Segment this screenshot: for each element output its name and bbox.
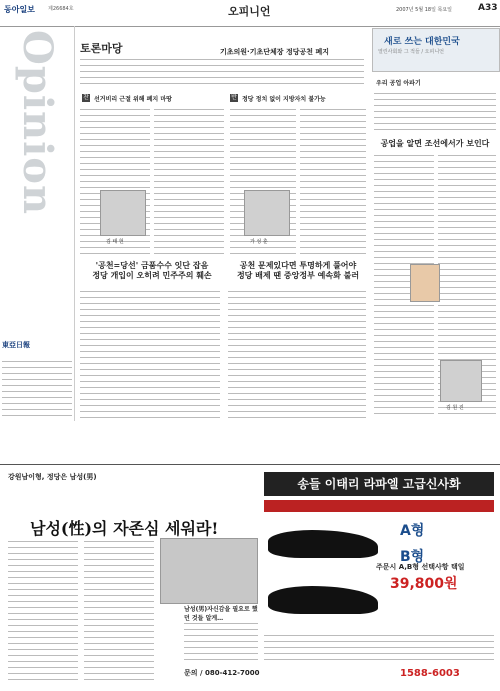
con-author-name: 가 성 훈 — [250, 239, 268, 245]
right-col-heading: 우리 공업 아파기 — [376, 80, 421, 87]
ad-price-label: 주문시 A,B형 선택사항 택일 — [376, 563, 465, 571]
publish-date: 2007년 5월 18일 목요일 — [396, 7, 453, 13]
ad-man-photo — [160, 538, 258, 604]
forum-title: 토론마당 — [80, 42, 123, 55]
issue-number: 제26684호 — [48, 6, 74, 12]
section-title: 오피니언 — [228, 5, 271, 18]
con-text-col2 — [300, 108, 366, 258]
opinion-wordmark: Opinion — [14, 30, 61, 216]
pro-author-photo — [100, 190, 146, 236]
book-cover-image — [410, 264, 440, 302]
ad-headline: 남성(性)의 자존심 세워라! — [30, 519, 219, 538]
con-headline: 공천 문제있다면 투명하게 풀어야 정당 배제 땐 중앙정부 예속화 불러 — [236, 260, 360, 280]
pro-label: 선거비리 근절 위해 폐지 마땅 — [94, 96, 172, 103]
masthead-name: 東亞日報 — [2, 341, 30, 349]
pro-headline: '공천=당선' 금품수수 잇단 잡음 정당 개입이 오히려 민주주의 훼손 — [92, 260, 212, 280]
ad-section-heading: 남성(男)자신감을 필요로 했던 것들 알게… — [184, 606, 258, 622]
ad-phone: 1588-6003 — [400, 668, 460, 679]
right-author-photo — [440, 360, 482, 402]
pro-author-name: 김 태 헌 — [106, 239, 124, 245]
pro-text-col2 — [154, 108, 224, 258]
forum-subtitle: 기초의원·기초단체장 정당공천 폐지 — [220, 48, 329, 56]
right-author-name: 김 원 진 — [446, 405, 464, 411]
right-column-subtitle: 열린사회와 그 적들 / 오피니언 — [378, 49, 445, 55]
newspaper-logo: 동아일보 — [4, 4, 35, 14]
forum-lead — [80, 58, 364, 84]
pro-badge: 찬 — [83, 94, 89, 101]
ad-price: 39,800원 — [390, 576, 458, 592]
ad-left-phone: 문의 / 080-412-7000 — [184, 669, 260, 677]
ad-text-col2 — [84, 540, 154, 680]
pro-body — [80, 290, 220, 418]
right-column-title: 새로 쓰는 대한민국 — [384, 37, 460, 47]
product-b-label: B형 — [400, 549, 425, 565]
ad-fine-print — [264, 634, 494, 664]
con-label: 정당 정치 없이 지방자치 불가능 — [242, 96, 326, 103]
ad-banner — [264, 500, 494, 512]
ad-left-top: 강원남이형, 정당은 남성(男) — [8, 473, 97, 481]
con-badge: 반 — [231, 94, 237, 101]
page-number: A33 — [478, 3, 498, 13]
right-headline: 공업을 알면 조선에서가 보인다 — [380, 138, 490, 148]
masthead-info — [2, 360, 72, 420]
product-a-label: A형 — [400, 523, 425, 539]
right-lead — [374, 92, 496, 132]
ad-text-col1 — [8, 540, 78, 680]
con-author-photo — [244, 190, 290, 236]
ad-text-col3 — [184, 622, 258, 662]
ad-brand: 송들 이태리 라파엘 고급신사화 — [264, 472, 494, 496]
con-body — [228, 290, 366, 418]
ad-divider — [0, 464, 500, 465]
